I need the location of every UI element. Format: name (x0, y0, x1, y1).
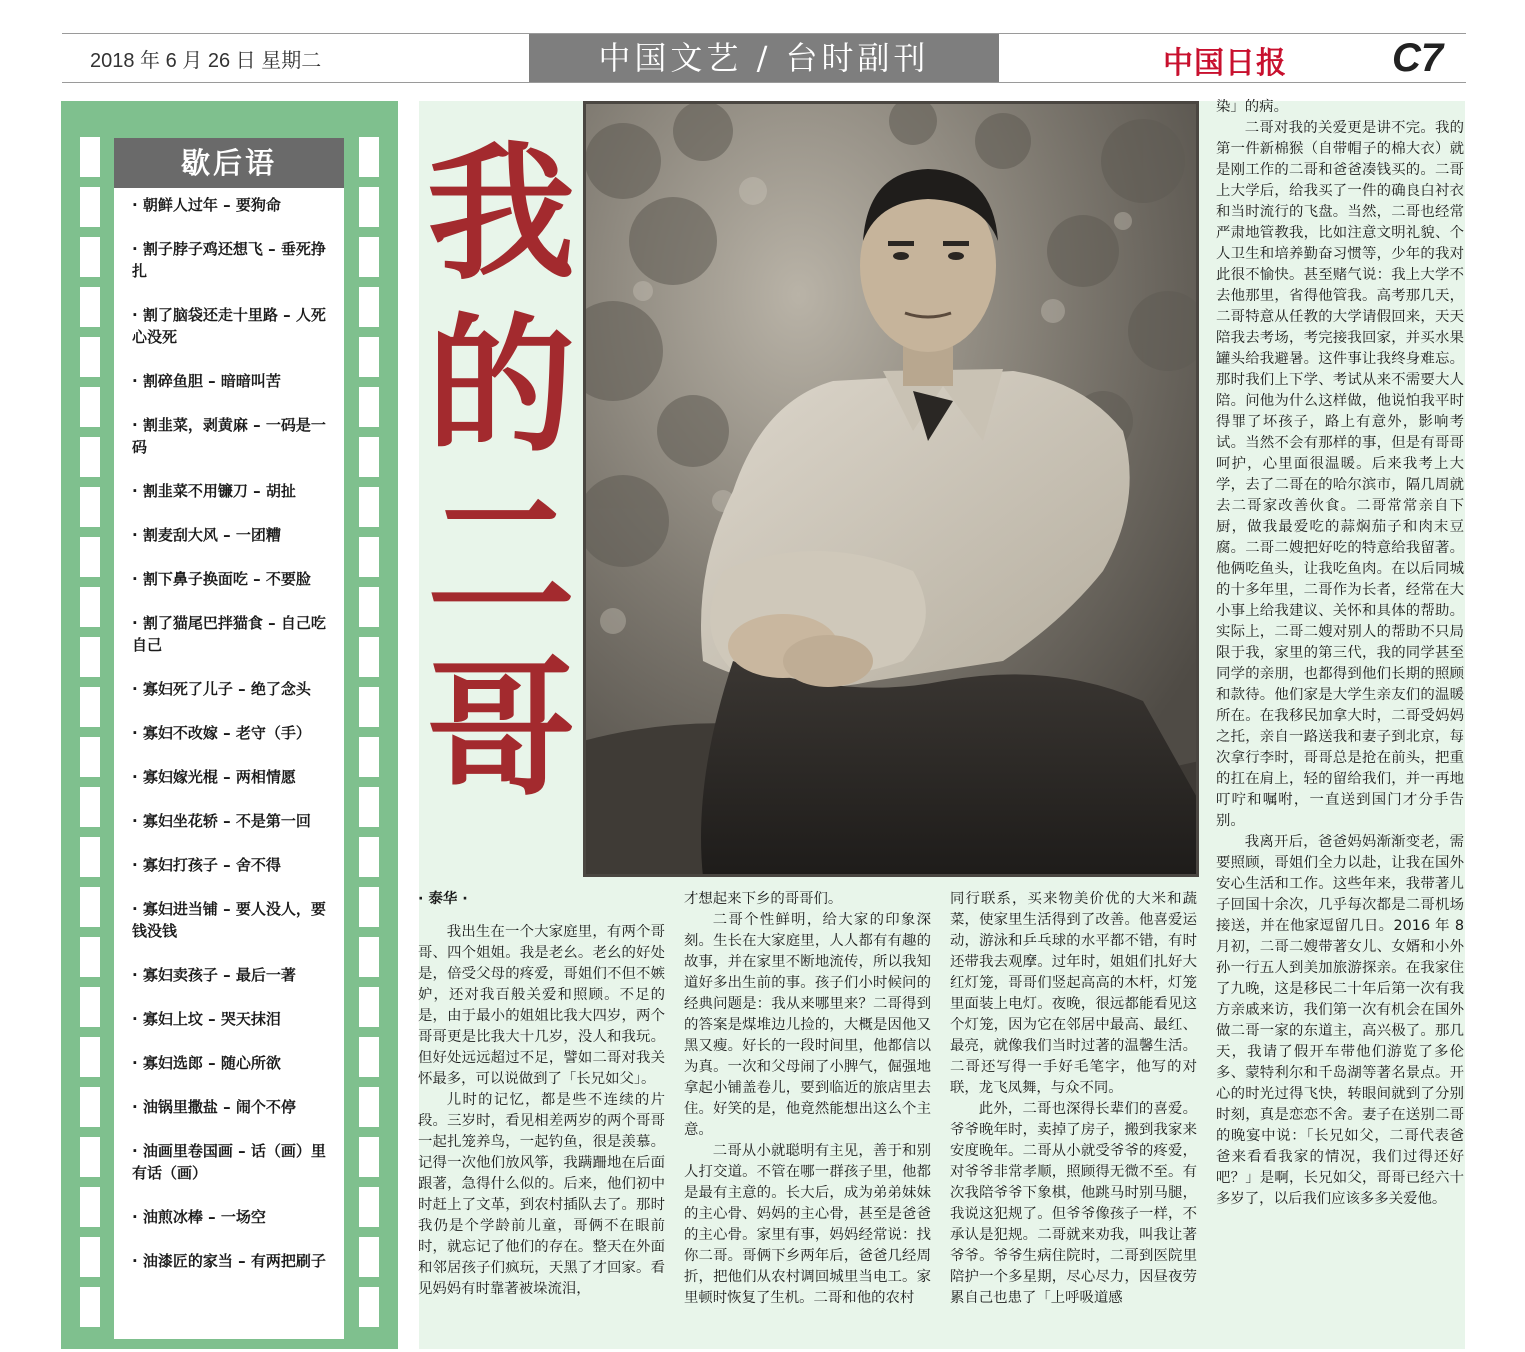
film-sprocket-hole (359, 937, 379, 977)
proverb-item: · 割下鼻子换面吃 – 不要脸 (132, 570, 311, 588)
header-rule-bottom (62, 82, 1466, 83)
proverb-item: · 朝鲜人过年 – 要狗命 (132, 196, 281, 214)
film-sprocket-hole (80, 287, 100, 327)
film-sprocket-hole (359, 887, 379, 927)
film-sprocket-hole (359, 387, 379, 427)
film-sprocket-hole (80, 187, 100, 227)
proverb-item: · 油锅里撒盐 – 闹个不停 (132, 1098, 296, 1116)
film-sprocket-hole (359, 437, 379, 477)
proverb-item: · 寡妇卖孩子 – 最后一著 (132, 966, 296, 984)
film-sprocket-hole (80, 887, 100, 927)
film-sprocket-hole (359, 187, 379, 227)
sidebar-film-strip (61, 101, 398, 1349)
film-sprocket-hole (80, 1187, 100, 1227)
film-sprocket-hole (80, 1237, 100, 1277)
film-sprocket-hole (359, 787, 379, 827)
proverb-list (132, 194, 340, 1294)
film-sprocket-hole (80, 937, 100, 977)
film-sprocket-hole (80, 837, 100, 877)
film-sprocket-hole (80, 637, 100, 677)
film-sprocket-hole (359, 687, 379, 727)
film-sprocket-hole (359, 337, 379, 377)
film-sprocket-hole (80, 487, 100, 527)
title-char: 我 (427, 128, 575, 300)
proverb-item: · 割子脖子鸡还想飞 – 垂死挣扎 (132, 240, 326, 280)
section-title: 中国文艺 / 台时副刊 (529, 34, 999, 82)
paragraph: 我离开后，爸爸妈妈渐渐变老，需要照顾，哥姐们全力以赴，让我在国外安心生活和工作。这些年来，我带著儿子回国十余次，几乎每次都是二哥机场接送，并在他家逗留几日。2016 年 8 月初，二哥二嫂带著女儿、女婿和小外孙一行五人到美加旅游探亲。在我家住了九晚，这是移民二十年后第一次有我方亲戚来访，我们第一次有机会在国外做二哥一家的东道主，高兴极了。那几天，我请了假开车带他们游览了多伦多、蒙特利尔和千岛湖等著名景点。开心的时光过得飞快，转眼间就到了分别时刻，真是恋恋不舍。妻子在送别二哥的晚宴中说：「长兄如父，二哥代表爸爸来看看我家的情况，我们过得还好吧？」是啊，长兄如父，哥哥已经六十多岁了，以后我们应该多多关爱他。 (1216, 834, 1464, 1207)
film-sprocket-hole (359, 1037, 379, 1077)
film-sprocket-hole (80, 1137, 100, 1177)
proverb-item: · 油画里卷国画 – 话（画）里有话（画） (132, 1142, 326, 1182)
paragraph: 二哥个性鲜明，给大家的印象深刻。生长在大家庭里，人人都有有趣的故事，并在家里不断地流传，所以我知道好多出生前的事。孩子们小时候问的经典问题是：我从来哪里来？二哥得到的答案是煤堆边儿捡的，大概是因他又黑又瘦。好长的一段时间里，他都信以为真。一次和父母闹了小脾气，倔强地拿起小铺盖卷儿，要到临近的旅店里去住。好笑的是，他竟然能想出这么个主意。 (684, 912, 931, 1138)
film-sprocket-hole (359, 987, 379, 1027)
film-sprocket-hole (359, 1187, 379, 1227)
proverb-item: · 油漆匠的家当 – 有两把刷子 (132, 1252, 326, 1270)
proverb-item: · 割韭菜不用镰刀 – 胡扯 (132, 482, 296, 500)
paragraph: 儿时的记忆，都是些不连续的片段。三岁时，看见相差两岁的两个哥哥一起扎笼养鸟，一起钓鱼，很是羡慕。记得一次他们放风筝，我蹒跚地在后面跟著，急得什么似的。后来，他们初中时赶上了文革，到农村插队去了。那时我仍是个学龄前儿童，哥俩不在眼前时，就忘记了他们的存在。整天在外面和邻居孩子们疯玩，天黑了才回家。看见妈妈有时靠著被垛流泪， (418, 1092, 665, 1297)
proverb-item: · 寡妇上坟 – 哭天抹泪 (132, 1010, 281, 1028)
paragraph: 二哥对我的关爱更是讲不完。我的第一件新棉猴（自带帽子的棉大衣）就是刚工作的二哥和爸爸凑钱买的。二哥上大学后，给我买了一件的确良白衬衣和当时流行的飞盘。当然，二哥也经常严肃地管教我，比如注意文明礼貌、个人卫生和培养勤奋习惯等，少年的我对此很不愉快。甚至赌气说：我上大学不去他那里，省得他管我。高考那几天，二哥特意从任教的大学请假回来，天天陪我去考场，考完接我回家，并买水果罐头给我避暑。这件事让我终身难忘。那时我们上下学、考试从来不需要大人陪。问他为什么这样做，他说怕我平时得罪了坏孩子，路上有意外，影响考试。当然不会有那样的事，但是有哥哥呵护，心里面很温暖。后来我考上大学，去了二哥在的哈尔滨市，隔几周就去二哥家改善伙食。二哥常常亲自下厨，做我最爱吃的蒜焖茄子和肉末豆腐。二哥二嫂把好吃的特意给我留著。他俩吃鱼头，让我吃鱼肉。在以后同城的十多年里，二哥作为长者，经常在大小事上给我建议、关怀和具体的帮助。实际上，二哥二嫂对别人的帮助不只局限于我，家里的第三代，我的同学甚至同学的亲朋，也都得到他们长期的照顾和款待。他们家是大学生亲友们的温暖所在。在我移民加拿大时，二哥受妈妈之托，亲自一路送我和妻子到北京，每次拿行李时，哥哥总是抢在前头，把重的扛在肩上，轻的留给我们，并一再地叮咛和嘱咐，一直送到国门才分手告别。 (1216, 120, 1464, 829)
proverb-item: · 寡妇不改嫁 – 老守（手） (132, 724, 311, 742)
title-char: 的 (427, 300, 575, 472)
film-sprocket-hole (80, 987, 100, 1027)
film-sprocket-hole (80, 387, 100, 427)
title-char: 二 (427, 472, 575, 644)
film-sprocket-hole (80, 237, 100, 277)
film-sprocket-hole (359, 637, 379, 677)
proverb-item: · 油煎冰棒 – 一场空 (132, 1208, 266, 1226)
film-sprocket-hole (80, 787, 100, 827)
page-number: C7 (1392, 36, 1444, 80)
proverb-item: · 割碎鱼胆 – 暗暗叫苦 (132, 372, 281, 390)
film-sprocket-hole (359, 587, 379, 627)
proverb-item: · 割韭菜，剥黄麻 – 一码是一码 (132, 416, 326, 456)
proverb-item: · 割麦刮大风 – 一团糟 (132, 526, 281, 544)
film-sprocket-hole (359, 737, 379, 777)
film-sprocket-hole (359, 837, 379, 877)
film-sprocket-hole (359, 287, 379, 327)
film-sprocket-hole (359, 1137, 379, 1177)
article-column-4 (1216, 97, 1464, 1210)
proverb-item: · 寡妇坐花轿 – 不是第一回 (132, 812, 311, 830)
proverb-item: · 割了猫尾巴拌猫食 – 自己吃自己 (132, 614, 326, 654)
film-sprocket-hole (80, 737, 100, 777)
sidebar-title: 歇后语 (114, 138, 344, 188)
film-sprocket-hole (359, 137, 379, 177)
portrait-photo (583, 101, 1199, 877)
article-title (421, 128, 581, 816)
film-sprocket-hole (359, 237, 379, 277)
sidebar-content (114, 138, 344, 1339)
article-column-1 (418, 889, 665, 1300)
paragraph-continued: 染」的病。 (1216, 99, 1288, 115)
issue-date: 2018 年 6 月 26 日 星期二 (90, 50, 322, 72)
film-sprocket-hole (359, 1237, 379, 1277)
proverb-item: · 寡妇进当铺 – 要人没人，要钱没钱 (132, 900, 326, 940)
proverb-item: · 寡妇打孩子 – 舍不得 (132, 856, 281, 874)
film-sprocket-hole (359, 537, 379, 577)
film-sprocket-hole (80, 587, 100, 627)
masthead-logo: 中国日报 (1163, 46, 1287, 81)
film-sprocket-hole (80, 137, 100, 177)
article-column-3 (950, 889, 1197, 1309)
film-sprocket-hole (80, 437, 100, 477)
article-column-2 (684, 889, 931, 1309)
proverb-item: · 寡妇嫁光棍 – 两相情愿 (132, 768, 296, 786)
film-sprocket-hole (80, 1087, 100, 1127)
paragraph: 此外，二哥也深得长辈们的喜爱。爷爷晚年时，卖掉了房子，搬到我家来安度晚年。二哥从小就受爷爷的疼爱，对爷爷非常孝顺，照顾得无微不至。有次我陪爷爷下象棋，他跳马时别马腿，我说这犯规了。但爷爷像孩子一样，不承认是犯规。二哥就来劝我，叫我让著爷爷。爷爷生病住院时，二哥到医院里陪护一个多星期，尽心尽力，因昼夜劳累自己也患了「上呼吸道感 (950, 1101, 1197, 1306)
film-sprocket-hole (80, 537, 100, 577)
film-sprocket-hole (359, 1087, 379, 1127)
proverb-item: · 寡妇选郎 – 随心所欲 (132, 1054, 281, 1072)
title-char: 哥 (427, 644, 575, 816)
paragraph-continued: 同行联系，买来物美价优的大米和蔬菜，使家里生活得到了改善。他喜爱运动，游泳和乒乓球的水平都不错，有时还带我去观摩。过年时，姐姐们扎好大红灯笼，哥哥们竖起高高的木杆，灯笼里面装上电灯。夜晚，很远都能看见这个灯笼，因为它在邻居中最高、最红、最亮，就像我们当时过著的温馨生活。二哥还写得一手好毛笔字，他写的对联，龙飞凤舞，与众不同。 (950, 891, 1197, 1096)
paragraph: 我出生在一个大家庭里，有两个哥哥、四个姐姐。我是老幺。老幺的好处是，倍受父母的疼爱，哥姐们不但不嫉妒，还对我百般关爱和照顾。不足的是，由于最小的姐姐比我大四岁，两个哥哥更是比我大十几岁，没人和我玩。但好处远远超过不足，譬如二哥对我关怀最多，可以说做到了「长兄如父」。 (418, 924, 665, 1087)
paragraph: 二哥从小就聪明有主见，善于和别人打交道。不管在哪一群孩子里，他都是最有主意的。长大后，成为弟弟妹妹的主心骨、妈妈的主心骨，甚至是爸爸的主心骨。家里有事，妈妈经常说：找你二哥。哥俩下乡两年后，爸爸几经周折，把他们从农村调回城里当电工。家里顿时恢复了生机。二哥和他的农村 (684, 1143, 931, 1306)
proverb-item: · 寡妇死了儿子 – 绝了念头 (132, 680, 311, 698)
film-sprocket-hole (80, 687, 100, 727)
paragraph-continued: 才想起来下乡的哥哥们。 (684, 891, 843, 907)
film-sprocket-hole (80, 1287, 100, 1327)
film-sprocket-hole (80, 1037, 100, 1077)
proverb-item: · 割了脑袋还走十里路 – 人死心没死 (132, 306, 326, 346)
film-sprocket-hole (359, 487, 379, 527)
portrait-photo-illustration (583, 101, 1199, 877)
film-sprocket-hole (80, 337, 100, 377)
film-sprocket-hole (359, 1287, 379, 1327)
byline: · 泰华 · (418, 891, 468, 907)
